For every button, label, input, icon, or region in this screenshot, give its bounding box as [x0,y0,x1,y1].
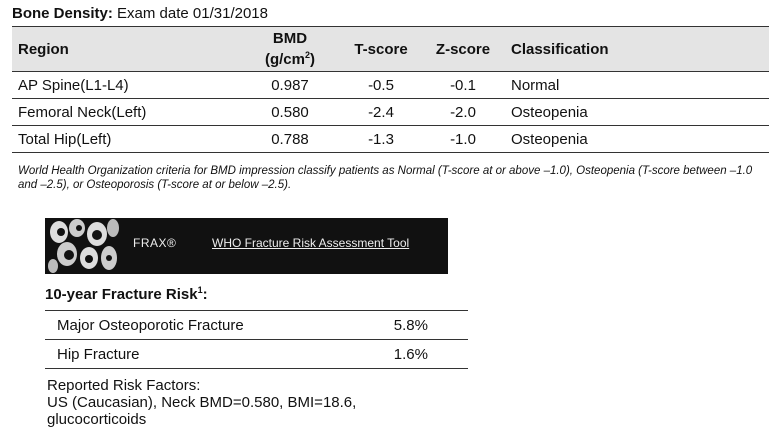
risk-factors-line2: glucocorticoids [47,411,147,428]
cell-region: Total Hip(Left) [12,126,239,153]
cell-tscore: -2.4 [341,99,421,126]
cell-bmd: 0.580 [239,99,341,126]
table-row [45,311,468,340]
header-classification: Classification [505,27,769,72]
title-label: Bone Density: [12,5,113,22]
table-row [45,340,468,369]
bmd-header-row [12,27,769,72]
bone-texture-logo-icon [47,218,119,274]
cell-region: AP Spine(L1-L4) [12,72,239,99]
header-region: Region [12,27,239,72]
cell-classification: Normal [505,72,769,99]
risk-factors [47,377,356,428]
cell-tscore: -1.3 [341,126,421,153]
risk-value: 5.8% [326,311,468,340]
cell-classification: Osteopenia [505,99,769,126]
fracture-risk-title: 10-year Fracture Risk$^1$: [45,285,208,303]
cell-bmd: 0.788 [239,126,341,153]
fracture-risk-table [45,310,468,369]
header-zscore: Z-score [421,27,505,72]
cell-region: Femoral Neck(Left) [12,99,239,126]
bone-density-table [12,26,769,153]
table-row [12,126,769,153]
report-title [12,5,268,22]
exam-date: Exam date 01/31/2018 [117,5,268,22]
cell-bmd: 0.987 [239,72,341,99]
risk-label: Major Osteoporotic Fracture [45,311,326,340]
cell-classification: Osteopenia [505,126,769,153]
header-bmd-line1: BMD [272,29,308,47]
header-bmd-line2: $(g/cm^2)$ [264,49,316,68]
frax-subtitle: WHO Fracture Risk Assessment Tool [212,236,410,250]
frax-name: FRAX® [133,236,177,250]
risk-label: Hip Fracture [45,340,326,369]
cell-zscore: -1.0 [421,126,505,153]
risk-factors-heading: Reported Risk Factors: [47,377,201,394]
who-criteria-footnote: World Health Organization criteria for BMD impression classify patients as Normal (T-score at or above –1.0), Osteopenia (T-score between –1.0 and –2.5), or Osteoporosis (T-score at or below –2.5). [18,165,753,191]
table-row [12,99,769,126]
cell-tscore: -0.5 [341,72,421,99]
header-tscore: T-score [341,27,421,72]
table-row [12,72,769,99]
cell-zscore: -0.1 [421,72,505,99]
risk-factors-line1: US (Caucasian), Neck BMD=0.580, BMI=18.6, [47,394,357,411]
header-bmd [239,27,341,72]
frax-banner [45,218,448,274]
risk-value: 1.6% [326,340,468,369]
cell-zscore: -2.0 [421,99,505,126]
